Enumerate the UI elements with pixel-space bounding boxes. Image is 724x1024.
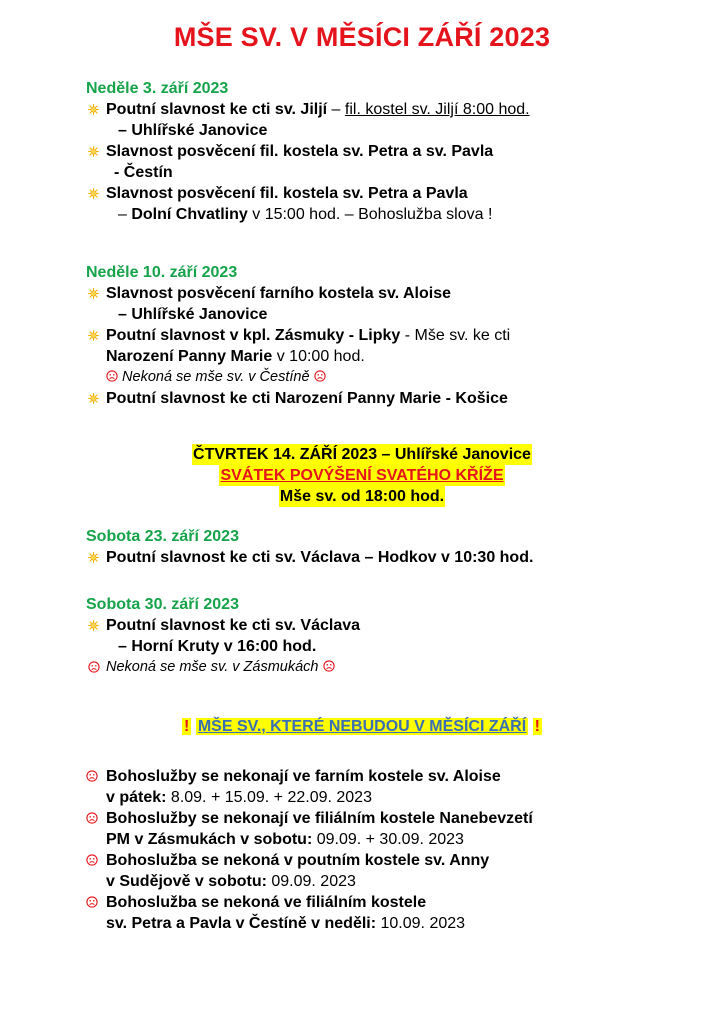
highlight-time: Mše sv. od 18:00 hod.: [279, 488, 445, 505]
item-title: Slavnost posvěcení fil. kostela sv. Petra a sv. Pavla: [106, 143, 494, 160]
item-location-link: fil. kostel sv. Jiljí 8:00 hod.: [344, 101, 530, 118]
item-place: – Uhlířské Janovice: [118, 306, 268, 323]
exclamation-mark: !: [184, 718, 190, 735]
cancellation-dates: 09.09. + 30.09. 2023: [312, 831, 464, 848]
item-title: Poutní slavnost v kpl. Zásmuky - Lipky: [106, 327, 401, 344]
list-item: [86, 99, 706, 141]
sun-icon: [88, 104, 99, 115]
item-time: v 15:00 hod. – Bohoslužba slova !: [247, 206, 493, 223]
section-sept-30: [86, 594, 706, 678]
note-text: Nekoná se mše sv. v Zásmukách: [106, 659, 319, 675]
list-item: [86, 388, 706, 409]
list-item: [86, 808, 706, 850]
item-title: Poutní slavnost ke cti sv. Jiljí: [106, 101, 328, 118]
sun-icon: [88, 188, 99, 199]
highlight-date: ČTVRTEK 14. ZÁŘÍ 2023 – Uhlířské Janovice: [193, 446, 531, 463]
cancellation-dates: 10.09. 2023: [376, 915, 466, 932]
cancellation-dates: 8.09. + 15.09. + 22.09. 2023: [166, 789, 372, 806]
cancellations-list: [86, 766, 706, 934]
item-dash: –: [118, 206, 132, 223]
sun-icon: [88, 146, 99, 157]
cancellation-text: Bohoslužby se nekonají ve farním kostele sv. Aloise: [106, 768, 501, 785]
sad-face-icon: [86, 896, 98, 908]
section-date: Neděle 3. září 2023: [86, 80, 229, 97]
item-time: v 10:00 hod.: [272, 348, 365, 365]
item-title: Poutní slavnost ke cti Narození Panny Marie - Košice: [106, 390, 508, 407]
item-feast: Narození Panny Marie: [106, 348, 273, 365]
item-title: Slavnost posvěcení fil. kostela sv. Petra a Pavla: [106, 185, 468, 202]
section-date: Sobota 30. září 2023: [86, 596, 239, 613]
exclamation-mark: !: [534, 718, 540, 735]
cancellations-title: MŠE SV., KTERÉ NEBUDOU V MĚSÍCI ZÁŘÍ: [197, 718, 527, 735]
item-place: - Čestín: [114, 164, 173, 181]
sad-face-icon: [86, 812, 98, 824]
cancellation-text: Bohoslužba se nekoná ve filiálním kostele: [106, 894, 427, 911]
cancellation-text: Bohoslužba se nekoná v poutním kostele sv. Anny: [106, 852, 490, 869]
cancellation-when: v Sudějově v sobotu:: [106, 873, 267, 890]
list-item: [86, 325, 706, 388]
highlight-block: [0, 444, 724, 507]
cancellation-when: v pátek:: [106, 789, 167, 806]
sun-icon: [88, 552, 99, 563]
cancellation-when: sv. Petra a Pavla v Čestíně v neděli:: [106, 915, 377, 932]
list-item: [86, 183, 706, 225]
sad-face-icon: [86, 854, 98, 866]
sad-face-icon: [323, 660, 335, 672]
item-separator: –: [327, 101, 345, 118]
item-title: Poutní slavnost ke cti sv. Václava – Hodkov v 10:30 hod.: [106, 549, 534, 566]
sun-icon: [88, 393, 99, 404]
item-title: Slavnost posvěcení farního kostela sv. Aloise: [106, 285, 452, 302]
page-title: MŠE SV. V MĚSÍCI ZÁŘÍ 2023: [173, 22, 551, 52]
item-detail: - Mše sv. ke cti: [400, 327, 511, 344]
cancellation-dates: 09.09. 2023: [266, 873, 356, 890]
sad-face-icon: [88, 661, 100, 673]
item-place: – Horní Kruty v 16:00 hod.: [118, 638, 317, 655]
item-place: – Uhlířské Janovice: [118, 122, 268, 139]
section-date: Sobota 23. září 2023: [86, 528, 239, 545]
item-place: Dolní Chvatliny: [131, 206, 248, 223]
list-item: [86, 892, 706, 934]
list-item: [86, 850, 706, 892]
item-note: Nekoná se mše sv. v Čestíně: [122, 369, 310, 385]
highlight-feast: SVÁTEK POVÝŠENÍ SVATÉHO KŘÍŽE: [220, 467, 504, 484]
section-note: [86, 657, 706, 678]
sad-face-icon: [86, 770, 98, 782]
list-item: [86, 283, 706, 325]
list-item: [86, 141, 706, 183]
item-title: Poutní slavnost ke cti sv. Václava: [106, 617, 361, 634]
list-item: [86, 547, 706, 568]
sun-icon: [88, 620, 99, 631]
sad-face-icon: [314, 370, 326, 382]
sad-face-icon: [106, 370, 118, 382]
cancellation-when: PM v Zásmukách v sobotu:: [106, 831, 313, 848]
sun-icon: [88, 288, 99, 299]
cancellations-heading: [0, 716, 724, 737]
section-sept-3: [86, 78, 706, 225]
list-item: [86, 615, 706, 657]
section-sept-23: [86, 526, 706, 568]
list-item: [86, 766, 706, 808]
section-sept-10: [86, 262, 706, 409]
cancellation-text: Bohoslužby se nekonají ve filiálním kostele Nanebevzetí: [106, 810, 533, 827]
sun-icon: [88, 330, 99, 341]
section-date: Neděle 10. září 2023: [86, 264, 238, 281]
